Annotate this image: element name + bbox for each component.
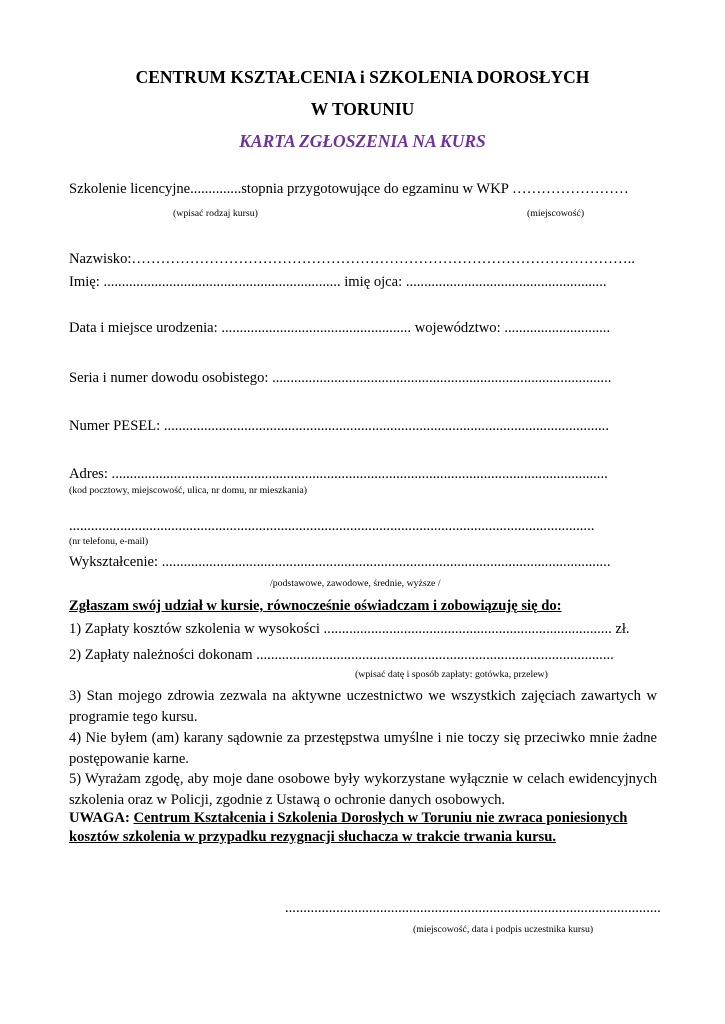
form-title: KARTA ZGŁOSZENIA NA KURS bbox=[239, 131, 486, 151]
education-hint: /podstawowe, zawodowe, średnie, wyższe / bbox=[270, 578, 441, 589]
id-document-field: Seria i numer dowodu osobistego: ............................................................................................. bbox=[69, 370, 612, 386]
phone-hint: (nr telefonu, e-mail) bbox=[69, 536, 149, 547]
institution-title: CENTRUM KSZTAŁCENIA i SZKOLENIA DOROSŁYCH bbox=[135, 67, 590, 87]
notice-label: UWAGA: bbox=[69, 810, 130, 826]
notice-text-1: Centrum Kształcenia i Szkolenia Dorosłych w Toruniu nie zwraca poniesionych bbox=[133, 810, 628, 826]
institution-city: W TORUNIU bbox=[310, 99, 415, 119]
notice-line-2: kosztów szkolenia w przypadku rezygnacji słuchacza w trakcie trwania kursu. bbox=[69, 829, 556, 845]
course-type-hint: (wpisać rodzaj kursu) bbox=[173, 208, 258, 219]
name-field: Imię: ................................................................. imię ojca: ....................................................... bbox=[69, 274, 607, 290]
address-hint: (kod pocztowy, miejscowość, ulica, nr domu, nr mieszkania) bbox=[69, 485, 307, 496]
declaration-item-4: 4) Nie byłem (am) karany sądownie za przestępstwa umyślne i nie toczy się przeciwko mnie żadne postępowanie karne. bbox=[69, 730, 657, 767]
phone-field: ................................................................................................................................................ bbox=[69, 518, 595, 534]
surname-field: Nazwisko:………………………………………………………………………………………….. bbox=[69, 251, 635, 267]
declaration-heading: Zgłaszam swój udział w kursie, równocześnie oświadczam i zobowiązuję się do: bbox=[69, 598, 562, 614]
declaration-item-5: 5) Wyrażam zgodę, aby moje dane osobowe były wykorzystane wyłącznie w celach ewidencyjnych szkolenia oraz w Policji, zgodnie z Ustawą o ochronie danych osobowych. bbox=[69, 771, 657, 808]
address-field: Adres: ........................................................................................................................................ bbox=[69, 466, 608, 482]
signature-line: ....................................................................................................... bbox=[285, 900, 661, 916]
payment-hint: (wpisać datę i sposób zapłaty: gotówka, przelew) bbox=[355, 669, 548, 680]
declaration-item-1: 1) Zapłaty kosztów szkolenia w wysokości ............................................................................... zł. bbox=[69, 621, 630, 637]
course-line: Szkolenie licencyjne..............stopnia przygotowujące do egzaminu w WKP …………………… bbox=[69, 181, 629, 197]
pesel-field: Numer PESEL: .......................................................................................................................... bbox=[69, 418, 609, 434]
birth-field: Data i miejsce urodzenia: .................................................... województwo: ............................. bbox=[69, 320, 611, 336]
declaration-item-3: 3) Stan mojego zdrowia zezwala na aktywne uczestnictwo we wszystkich zajęciach zawartych w programie tego kursu. bbox=[69, 688, 657, 725]
course-place-hint: (miejscowość) bbox=[527, 208, 585, 219]
education-field: Wykształcenie: ........................................................................................................................... bbox=[69, 554, 611, 570]
declaration-item-2: 2) Zapłaty należności dokonam .................................................................................................. bbox=[69, 647, 614, 663]
signature-hint: (miejscowość, data i podpis uczestnika kursu) bbox=[413, 924, 594, 935]
notice-line-1 bbox=[69, 810, 627, 827]
